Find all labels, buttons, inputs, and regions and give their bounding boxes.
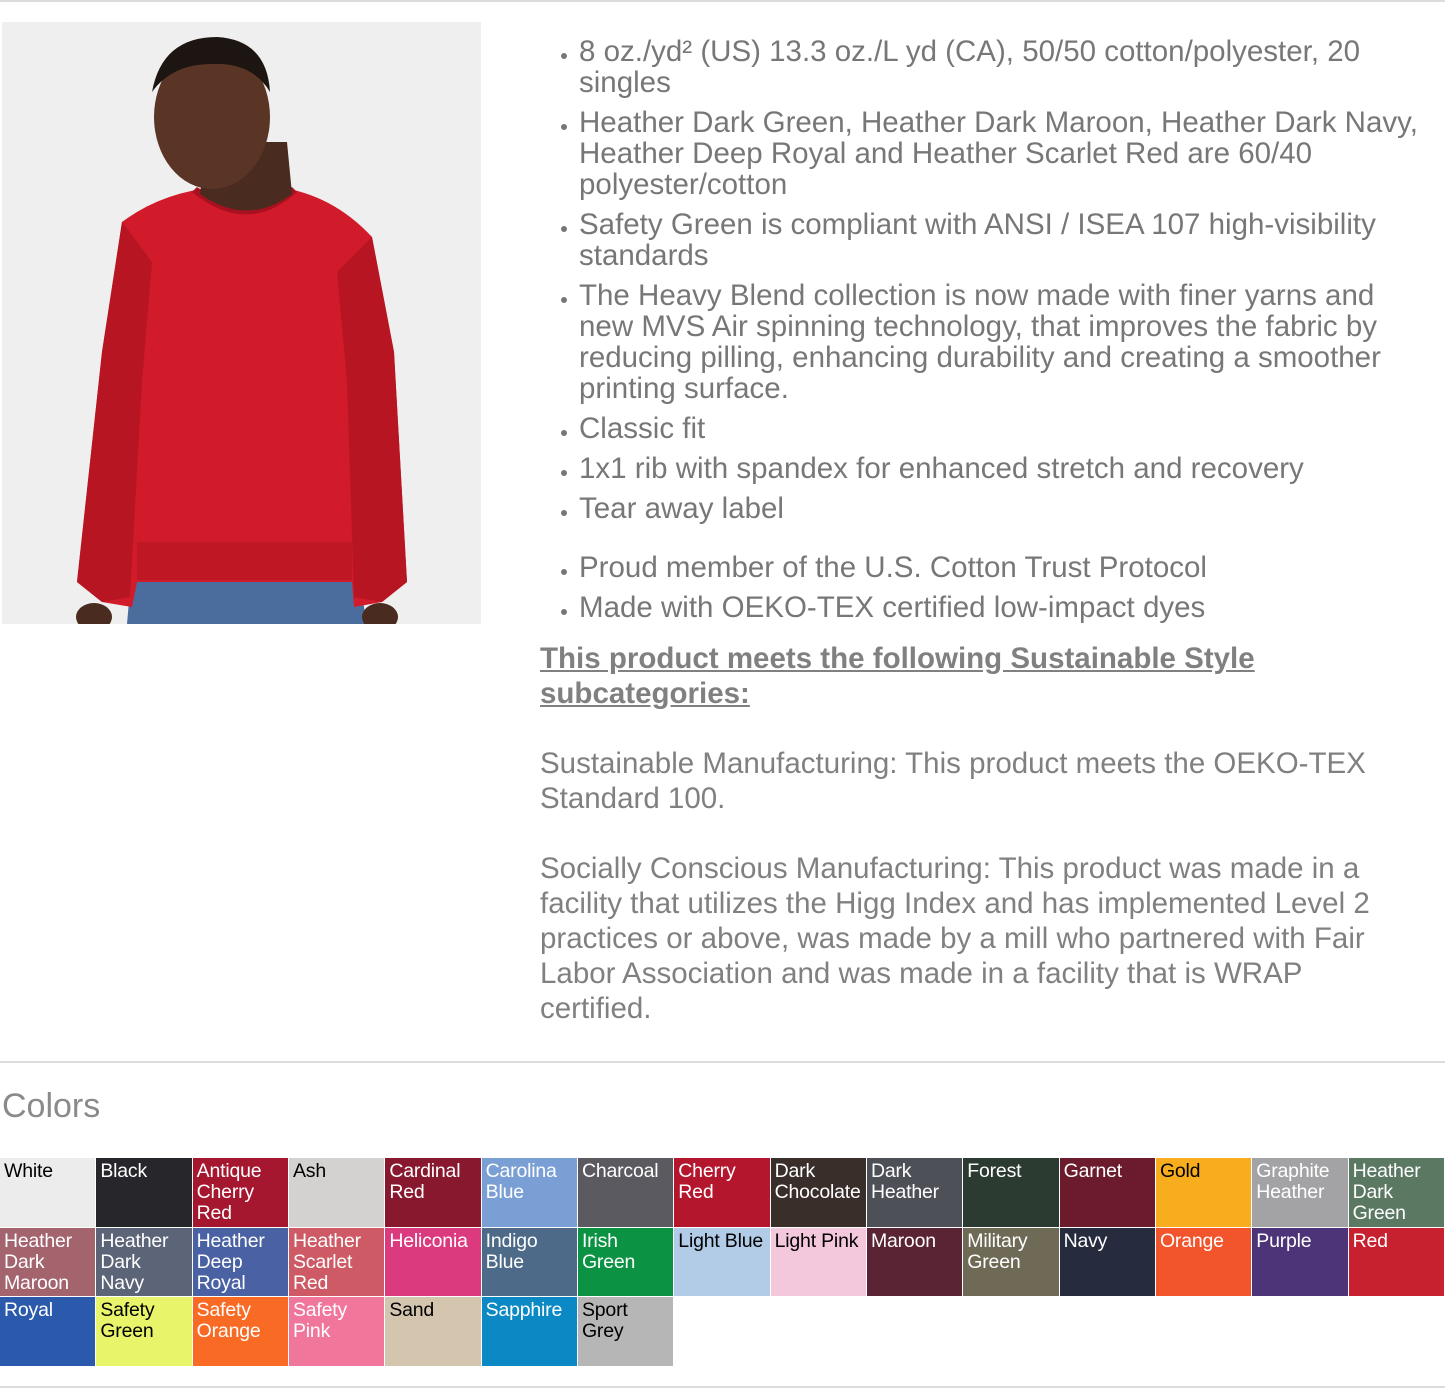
color-swatch-label: Red xyxy=(196,1202,232,1224)
color-swatch[interactable] xyxy=(482,1158,578,1228)
color-swatch-grid xyxy=(0,1158,1445,1367)
color-swatch[interactable] xyxy=(1252,1228,1348,1298)
color-swatch[interactable] xyxy=(1156,1228,1252,1298)
color-swatch-label: Light Pink xyxy=(774,1229,859,1252)
color-swatch-label: Irish xyxy=(581,1229,618,1252)
color-swatch-label: Heather xyxy=(4,1229,72,1252)
color-swatch[interactable] xyxy=(193,1297,289,1367)
color-swatch[interactable] xyxy=(771,1228,867,1298)
color-swatch[interactable] xyxy=(96,1228,192,1298)
color-swatch-label: Heather xyxy=(292,1229,361,1252)
color-swatch-label: Heliconia xyxy=(389,1229,468,1252)
color-swatch-label: Cherry xyxy=(196,1181,254,1203)
color-swatch-label: Sport xyxy=(581,1299,628,1322)
color-swatch-label: Black xyxy=(100,1160,148,1182)
color-swatch-label: Antique xyxy=(196,1160,262,1182)
color-swatch[interactable] xyxy=(1252,1158,1348,1228)
color-swatch[interactable] xyxy=(385,1297,481,1367)
color-swatch-label: Chocolate xyxy=(774,1181,861,1203)
color-swatch-label: Carolina xyxy=(485,1160,557,1182)
color-swatch[interactable] xyxy=(963,1158,1059,1228)
color-swatch-label: Grey xyxy=(581,1320,624,1343)
color-swatch[interactable] xyxy=(385,1228,481,1298)
model-sweatshirt-image xyxy=(2,22,481,624)
color-swatch[interactable] xyxy=(193,1228,289,1298)
color-swatch-label: Charcoal xyxy=(581,1160,659,1182)
color-swatch-label: Heather xyxy=(1352,1160,1421,1182)
color-swatch-label: Green xyxy=(100,1320,154,1343)
feature-item: • 8 oz./yd² (US) 13.3 oz./L yd (CA), 50/50 cotton/polyester, 20 singles xyxy=(579,36,1420,98)
color-swatch[interactable] xyxy=(1060,1158,1156,1228)
color-swatch-label: Dark xyxy=(4,1250,45,1273)
product-details xyxy=(540,36,1420,1026)
color-swatch[interactable] xyxy=(193,1158,289,1228)
feature-item: • Heather Dark Green, Heather Dark Maroon, Heather Dark Navy, Heather Deep Royal and Heather Scarlet Red are 60/40 polyester/cotton xyxy=(579,107,1420,200)
color-swatch[interactable] xyxy=(1349,1228,1445,1298)
color-swatch[interactable] xyxy=(1349,1158,1445,1228)
color-swatch-label: Red xyxy=(389,1181,425,1203)
color-swatch-label: Scarlet xyxy=(292,1250,353,1273)
color-swatch[interactable] xyxy=(867,1228,963,1298)
color-swatch-label: Safety xyxy=(292,1299,348,1322)
color-swatch-label: Orange xyxy=(196,1320,261,1343)
color-swatch-label: Red xyxy=(292,1271,329,1294)
color-swatch[interactable] xyxy=(1060,1228,1156,1298)
color-swatch-label: Heather xyxy=(870,1181,939,1203)
color-swatch-label: Cherry xyxy=(678,1160,736,1182)
color-swatch-label: Purple xyxy=(1256,1229,1312,1252)
color-swatch-label: Safety xyxy=(100,1299,155,1322)
color-swatch[interactable] xyxy=(963,1228,1059,1298)
color-swatch[interactable] xyxy=(1156,1158,1252,1228)
color-swatch-label: Light Blue xyxy=(678,1229,764,1252)
color-swatch[interactable] xyxy=(578,1158,674,1228)
color-swatch-label: Military xyxy=(967,1229,1028,1252)
color-swatch-label: Red xyxy=(1352,1229,1388,1252)
color-swatch-label: Safety xyxy=(196,1299,251,1322)
color-swatch-label: Dark xyxy=(100,1250,141,1273)
color-swatch[interactable] xyxy=(0,1297,96,1367)
color-swatch-label: Royal xyxy=(4,1299,53,1322)
color-swatch[interactable] xyxy=(578,1228,674,1298)
color-swatch[interactable] xyxy=(482,1297,578,1367)
color-swatch-label: Blue xyxy=(485,1250,524,1273)
color-swatch-label: Green xyxy=(581,1250,636,1273)
section-divider xyxy=(0,1061,1445,1063)
color-swatch-label: Cardinal xyxy=(389,1160,461,1182)
color-swatch[interactable] xyxy=(0,1228,96,1298)
color-swatch[interactable] xyxy=(96,1158,192,1228)
color-swatch-label: Garnet xyxy=(1063,1160,1123,1182)
color-swatch[interactable] xyxy=(385,1158,481,1228)
color-swatch-label: Orange xyxy=(1159,1229,1224,1252)
color-swatch[interactable] xyxy=(289,1228,385,1298)
color-swatch-label: Deep xyxy=(196,1250,243,1273)
color-swatch[interactable] xyxy=(674,1158,770,1228)
color-swatch[interactable] xyxy=(482,1228,578,1298)
certification-list xyxy=(540,552,1420,623)
color-swatch-label: Red xyxy=(678,1181,714,1203)
color-swatch[interactable] xyxy=(867,1158,963,1228)
color-swatch[interactable] xyxy=(771,1158,867,1228)
feature-item: • Classic fit xyxy=(579,413,1420,444)
color-swatch-label: Pink xyxy=(292,1320,331,1343)
color-swatch[interactable] xyxy=(578,1297,674,1367)
color-swatch-label: Dark xyxy=(870,1160,912,1182)
feature-item: • Tear away label xyxy=(579,493,1420,524)
color-swatch-label: Maroon xyxy=(4,1271,69,1294)
color-swatch[interactable] xyxy=(674,1228,770,1298)
color-swatch-label: Royal xyxy=(196,1271,246,1294)
color-swatch[interactable] xyxy=(0,1158,96,1228)
feature-item: • 1x1 rib with spandex for enhanced stretch and recovery xyxy=(579,453,1420,484)
feature-item: • Safety Green is compliant with ANSI / ISEA 107 high-visibility standards xyxy=(579,209,1420,271)
color-swatch[interactable] xyxy=(289,1297,385,1367)
sustainability-heading: This product meets the following Sustainable Style subcategories: xyxy=(540,642,1255,710)
bottom-divider xyxy=(0,1386,1445,1388)
feature-item: • The Heavy Blend collection is now made with finer yarns and new MVS Air spinning technology, that improves the fabric by reducing pilling, enhancing durability and creating a smoother printing surface. xyxy=(579,280,1420,404)
sustainable-manufacturing-text: Sustainable Manufacturing: This product meets the OEKO-TEX Standard 100. xyxy=(540,747,1366,815)
color-swatch-label: Maroon xyxy=(870,1229,936,1252)
color-swatch-label: Ash xyxy=(292,1160,326,1182)
color-swatch-label: Navy xyxy=(1063,1229,1108,1252)
color-swatch-label: Heather xyxy=(196,1229,265,1252)
color-swatch-label: Sand xyxy=(389,1299,435,1322)
color-swatch[interactable] xyxy=(96,1297,192,1367)
color-swatch-label: Blue xyxy=(485,1181,524,1203)
color-swatch-label: Gold xyxy=(1159,1160,1201,1182)
certification-item: • Proud member of the U.S. Cotton Trust Protocol xyxy=(579,552,1420,583)
color-swatch-label: Dark xyxy=(774,1160,815,1182)
colors-heading: Colors xyxy=(2,1087,101,1125)
color-swatch[interactable] xyxy=(289,1158,385,1228)
color-swatch-label: Forest xyxy=(967,1160,1022,1182)
color-swatch-label: Green xyxy=(1352,1202,1406,1224)
color-swatch-label: Heather xyxy=(100,1229,169,1252)
color-swatch-label: White xyxy=(4,1160,53,1182)
color-swatch-label: Sapphire xyxy=(485,1299,563,1322)
socially-conscious-text: Socially Conscious Manufacturing: This product was made in a facility that utilizes the Higg Index and has implemented Level 2 practices or above, was made by a mill who partnered with Fair Labor Association and was made in a facility that is WRAP certified. xyxy=(540,852,1370,1025)
color-swatch-label: Green xyxy=(967,1250,1021,1273)
color-swatch-label: Indigo xyxy=(485,1229,538,1252)
product-photo xyxy=(2,22,481,624)
color-swatch-label: Heather xyxy=(1256,1181,1325,1203)
certification-item: • Made with OEKO-TEX certified low-impact dyes xyxy=(579,592,1420,623)
feature-list xyxy=(540,36,1420,524)
color-swatch-label: Navy xyxy=(100,1271,144,1294)
top-divider xyxy=(0,0,1445,2)
color-swatch-label: Graphite xyxy=(1256,1160,1330,1182)
color-swatch-label: Dark xyxy=(1352,1181,1393,1203)
